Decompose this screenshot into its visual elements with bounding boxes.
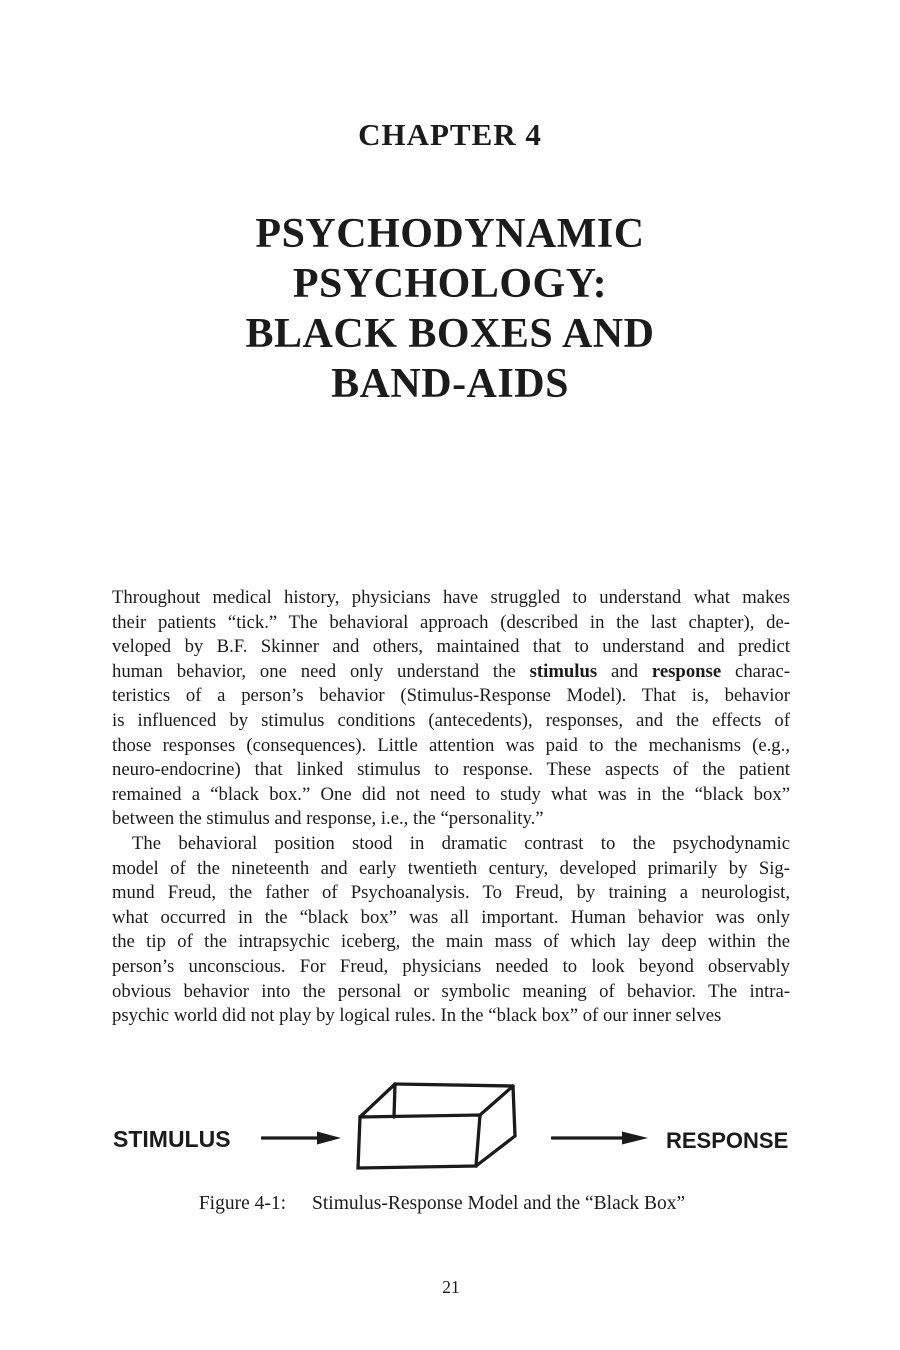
body-text-line: veloped by B.F. Skinner and others, maintained that to understand and predict — [112, 636, 790, 658]
body-text-line: person’s unconscious. For Freud, physicians needed to look beyond observably — [112, 955, 790, 977]
black-box-illustration — [348, 1073, 520, 1173]
arrow-right-icon — [551, 1130, 648, 1146]
chapter-heading: CHAPTER 4 — [358, 117, 542, 152]
body-text-line: remained a “black box.” One did not need to study what was in the “black box” — [112, 783, 790, 805]
body-text-line: those responses (consequences). Little attention was paid to the mechanisms (e.g., — [112, 734, 790, 756]
arrow-right-icon — [261, 1130, 341, 1146]
page-number: 21 — [442, 1277, 460, 1297]
body-text-line: human behavior, one need only understand the stimulus and response charac- — [112, 660, 790, 682]
body-text-line: teristics of a person’s behavior (Stimulus-Response Model). That is, behavior — [112, 685, 790, 707]
body-text-line: the tip of the intrapsychic iceberg, the main mass of which lay deep within the — [112, 931, 790, 953]
body-text-line: obvious behavior into the personal or symbolic meaning of behavior. The intra- — [112, 980, 790, 1002]
book-title — [0, 209, 900, 409]
stimulus-label: STIMULUS — [113, 1126, 231, 1152]
figure-caption — [0, 1193, 884, 1215]
body-text-line: what occurred in the “black box” was all important. Human behavior was only — [112, 906, 790, 928]
body-text-line: between the stimulus and response, i.e., the “personality.” — [112, 808, 544, 830]
body-text — [112, 586, 790, 1029]
body-text-line: The behavioral position stood in dramatic contrast to the psychodynamic — [132, 832, 790, 854]
figure-caption-text: Stimulus-Response Model and the “Black Box” — [312, 1193, 686, 1214]
body-text-line: model of the nineteenth and early twentieth century, developed primarily by Sig- — [112, 857, 790, 879]
body-text-line: psychic world did not play by logical rules. In the “black box” of our inner selves — [112, 1005, 722, 1027]
body-text-line: neuro-endocrine) that linked stimulus to response. These aspects of the patient — [112, 759, 790, 781]
response-label: RESPONSE — [666, 1128, 789, 1153]
book-title-line: BLACK BOXES AND — [245, 311, 655, 357]
body-text-line: their patients “tick.” The behavioral approach (described in the last chapter), de- — [112, 611, 790, 633]
body-text-line: Throughout medical history, physicians have struggled to understand what makes — [112, 587, 790, 608]
body-text-line: is influenced by stimulus conditions (antecedents), responses, and the effects of — [112, 709, 790, 731]
figure-caption-label: Figure 4-1: — [198, 1193, 287, 1214]
book-title-line: PSYCHODYNAMIC — [255, 211, 645, 257]
book-title-line: PSYCHOLOGY: — [292, 261, 608, 307]
book-title-line: BAND-AIDS — [331, 361, 569, 407]
body-text-line: mund Freud, the father of Psychoanalysis. To Freud, by training a neurologist, — [112, 882, 790, 904]
